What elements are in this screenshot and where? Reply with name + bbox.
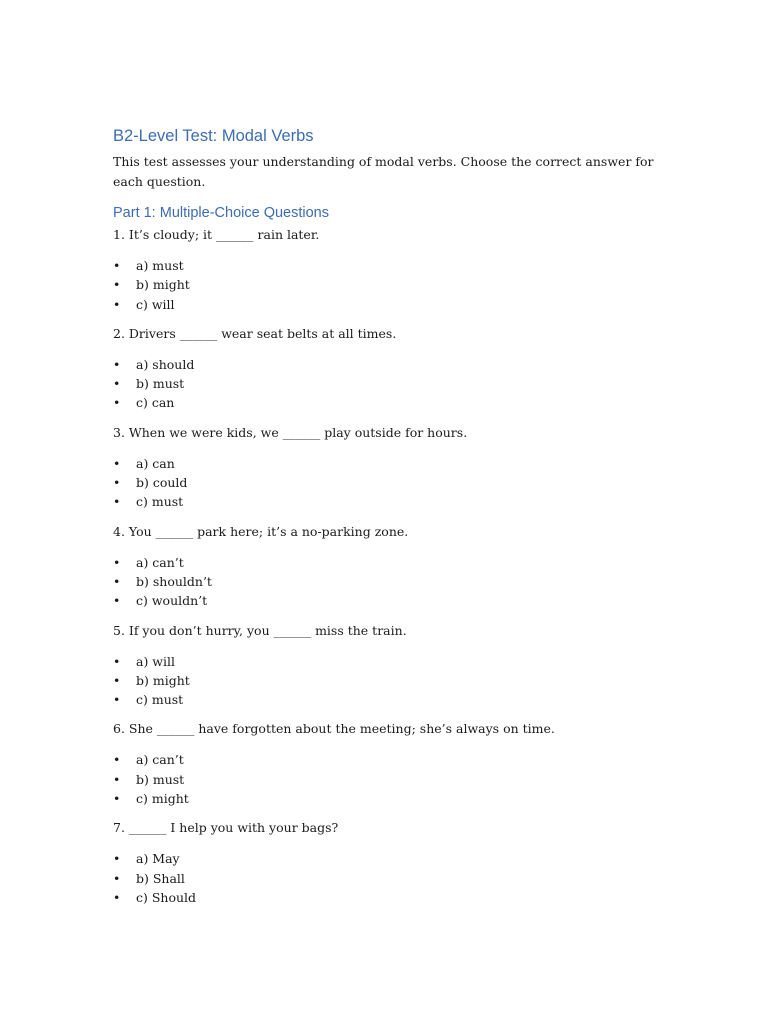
option-item bbox=[113, 295, 658, 314]
question-text: 2. Drivers ______ wear seat belts at all times. bbox=[113, 325, 397, 341]
option-list bbox=[113, 750, 658, 808]
option-item bbox=[113, 770, 658, 789]
question-block-5 bbox=[113, 622, 658, 710]
question-block-1 bbox=[113, 226, 658, 314]
option-label: b) Shall bbox=[136, 870, 185, 886]
bullet-icon: • bbox=[113, 455, 121, 471]
option-item bbox=[113, 869, 658, 888]
question-text: 3. When we were kids, we ______ play outside for hours. bbox=[113, 424, 468, 440]
option-label: a) can’t bbox=[136, 752, 184, 768]
bullet-icon: • bbox=[113, 573, 121, 589]
question-text: 5. If you don’t hurry, you ______ miss the train. bbox=[113, 622, 407, 638]
part-heading: Part 1: Multiple-Choice Questions bbox=[113, 205, 329, 221]
option-item bbox=[113, 652, 658, 671]
option-label: a) can’t bbox=[136, 554, 184, 570]
option-label: a) May bbox=[136, 851, 180, 867]
option-list bbox=[113, 355, 658, 413]
option-label: c) must bbox=[136, 692, 184, 708]
question-text: 6. She ______ have forgotten about the meeting; she’s always on time. bbox=[113, 721, 555, 737]
question-block-2 bbox=[113, 325, 658, 413]
bullet-icon: • bbox=[113, 851, 121, 867]
option-label: b) might bbox=[136, 672, 190, 688]
option-label: a) can bbox=[136, 455, 175, 471]
question-text: 7. ______ I help you with your bags? bbox=[113, 820, 339, 836]
option-label: b) shouldn’t bbox=[136, 573, 212, 589]
option-item bbox=[113, 671, 658, 690]
question-block-3 bbox=[113, 424, 658, 512]
option-item bbox=[113, 256, 658, 275]
option-list bbox=[113, 553, 658, 611]
question-block-4 bbox=[113, 523, 658, 611]
bullet-icon: • bbox=[113, 653, 121, 669]
option-label: c) wouldn’t bbox=[136, 593, 208, 609]
option-item bbox=[113, 591, 658, 610]
option-label: c) might bbox=[136, 791, 189, 807]
bullet-icon: • bbox=[113, 475, 121, 491]
option-label: a) must bbox=[136, 258, 184, 273]
option-item bbox=[113, 888, 658, 907]
bullet-icon: • bbox=[113, 296, 121, 312]
bullet-icon: • bbox=[113, 356, 121, 372]
option-item bbox=[113, 849, 658, 868]
document-title: B2-Level Test: Modal Verbs bbox=[113, 127, 314, 145]
bullet-icon: • bbox=[113, 752, 121, 768]
bullet-icon: • bbox=[113, 791, 121, 807]
option-item bbox=[113, 690, 658, 709]
option-label: c) can bbox=[136, 395, 175, 411]
option-item bbox=[113, 553, 658, 572]
option-item bbox=[113, 454, 658, 473]
question-block-6 bbox=[113, 720, 658, 808]
option-item bbox=[113, 393, 658, 412]
bullet-icon: • bbox=[113, 277, 121, 293]
option-item bbox=[113, 355, 658, 374]
option-list bbox=[113, 849, 658, 907]
option-list bbox=[113, 256, 658, 314]
option-item bbox=[113, 374, 658, 393]
option-label: b) could bbox=[136, 475, 188, 491]
bullet-icon: • bbox=[113, 771, 121, 787]
bullet-icon: • bbox=[113, 692, 121, 708]
option-list bbox=[113, 652, 658, 710]
option-label: b) must bbox=[136, 376, 185, 392]
bullet-icon: • bbox=[113, 870, 121, 886]
option-item bbox=[113, 473, 658, 492]
document-page bbox=[113, 126, 658, 918]
bullet-icon: • bbox=[113, 395, 121, 411]
question-block-7 bbox=[113, 819, 658, 907]
option-label: c) must bbox=[136, 494, 184, 510]
option-item bbox=[113, 572, 658, 591]
bullet-icon: • bbox=[113, 376, 121, 392]
option-label: a) will bbox=[136, 653, 175, 669]
document-intro: This test assesses your understanding of modal verbs. Choose the correct answer for each question. bbox=[113, 154, 654, 189]
option-item bbox=[113, 275, 658, 294]
bullet-icon: • bbox=[113, 494, 121, 510]
option-item bbox=[113, 789, 658, 808]
question-text: 1. It’s cloudy; it ______ rain later. bbox=[113, 227, 320, 242]
option-label: c) Should bbox=[136, 889, 197, 905]
question-text: 4. You ______ park here; it’s a no-parking zone. bbox=[113, 523, 409, 539]
bullet-icon: • bbox=[113, 593, 121, 609]
option-label: c) will bbox=[136, 296, 175, 312]
option-label: b) must bbox=[136, 771, 185, 787]
option-item bbox=[113, 750, 658, 769]
bullet-icon: • bbox=[113, 258, 121, 273]
option-label: b) might bbox=[136, 277, 190, 293]
option-item bbox=[113, 492, 658, 511]
option-list bbox=[113, 454, 658, 512]
bullet-icon: • bbox=[113, 889, 121, 905]
bullet-icon: • bbox=[113, 672, 121, 688]
option-label: a) should bbox=[136, 356, 195, 372]
bullet-icon: • bbox=[113, 554, 121, 570]
